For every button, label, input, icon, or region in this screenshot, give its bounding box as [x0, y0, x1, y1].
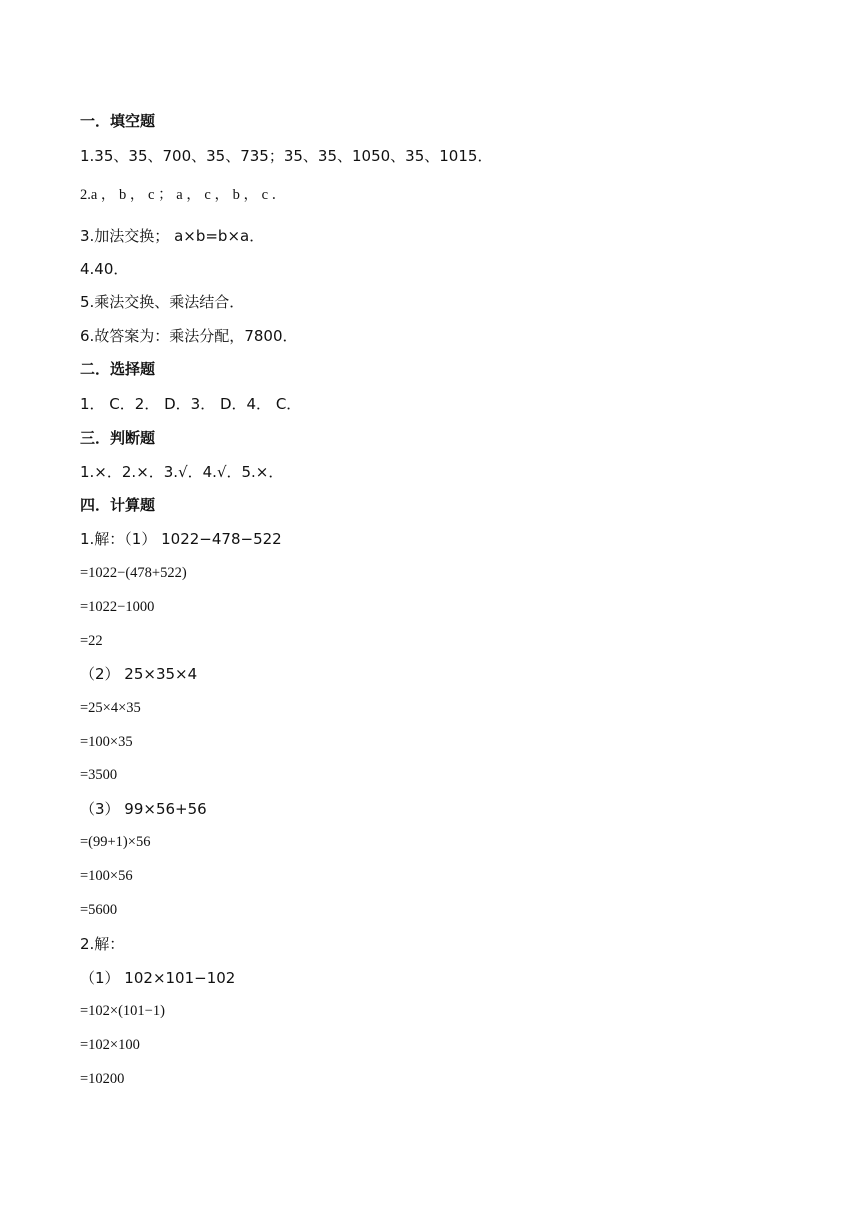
heading-fill-blank: 一．填空题	[80, 112, 156, 130]
calc-q2-step2: =102×100	[80, 1037, 140, 1053]
calc-q1-part3-step2: =100×56	[80, 868, 133, 884]
judge-answers: 1.×．2.×．3.√．4.√．5.×．	[80, 463, 284, 481]
fill-blank-answer-4: 4.40．	[80, 260, 129, 278]
fill-blank-answer-2: 2.a ， b ， c ； a ， c ， b ， c ．	[80, 187, 287, 203]
fill-blank-answer-1: 1.35、35、700、35、735；35、35、1050、35、1015．	[80, 147, 493, 165]
calc-q1-part3-step3: =5600	[80, 902, 118, 918]
heading-calc: 四．计算题	[80, 496, 156, 514]
calc-q2-label: 2.解：	[80, 935, 125, 953]
heading-choice: 二．选择题	[80, 360, 156, 378]
calc-q1-step2: =1022−1000	[80, 599, 155, 615]
calc-q2-step1: =102×(101−1)	[80, 1003, 165, 1019]
calc-q2-part1: （1） 102×101−102	[80, 969, 236, 987]
heading-judge: 三．判断题	[80, 429, 156, 447]
calc-q1-part3-step1: =(99+1)×56	[80, 834, 151, 850]
calc-q1-part2-step3: =3500	[80, 767, 118, 783]
calc-q1-part3: （3） 99×56+56	[80, 800, 207, 818]
calc-q1-step1: =1022−(478+522)	[80, 565, 187, 581]
fill-blank-answer-6: 6.故答案为：乘法分配，7800．	[80, 327, 298, 345]
fill-blank-answer-5: 5.乘法交换、乘法结合．	[80, 293, 245, 311]
choice-answers: 1． C．2． D．3． D．4． C．	[80, 395, 302, 413]
calc-q1-part2-step1: =25×4×35	[80, 700, 141, 716]
calc-q1-part2-step2: =100×35	[80, 734, 133, 750]
calc-q1-part2: （2） 25×35×4	[80, 665, 198, 683]
calc-q1-step3: =22	[80, 633, 103, 649]
calc-q2-step3: =10200	[80, 1071, 125, 1087]
fill-blank-answer-3: 3.加法交换； a×b=b×a．	[80, 227, 265, 245]
calc-q1-part1: 1.解：（1） 1022−478−522	[80, 530, 282, 548]
